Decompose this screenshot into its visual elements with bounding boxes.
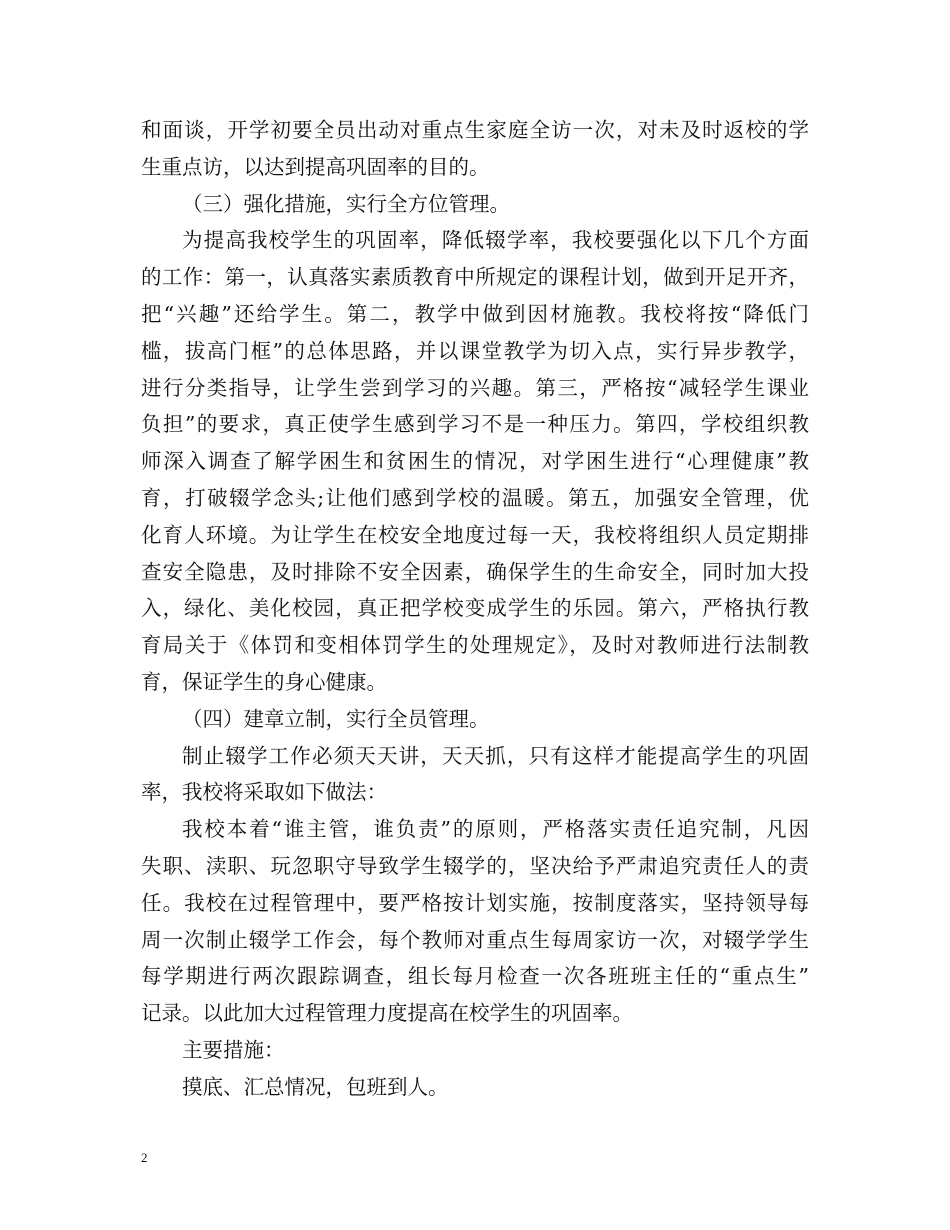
text-line: 主要措施： (182, 1037, 285, 1062)
text-line: 化育人环境。为让学生在校安全地度过每一天，我校将组织人员定期排 (141, 522, 809, 547)
text-line: 入，绿化、美化校园，真正把学校变成学生的乐园。第六，严格执行教 (141, 596, 809, 621)
text-line: （四）建章立制，实行全员管理。 (182, 706, 490, 731)
text-line: 育局关于《体罚和变相体罚学生的处理规定》，及时对教师进行法制教 (141, 633, 809, 658)
text-line: 的工作：第一，认真落实素质教育中所规定的课程计划，做到开足开齐， (141, 265, 809, 290)
text-line: 失职、渎职、玩忽职守导致学生辍学的，坚决给予严肃追究责任人的责 (141, 853, 809, 878)
document-body (141, 112, 809, 1106)
text-line: 周一次制止辍学工作会，每个教师对重点生每周家访一次，对辍学学生 (141, 927, 809, 952)
text-line: （三）强化措施，实行全方位管理。 (182, 191, 510, 216)
text-line: 槛，拔高门框”的总体思路，并以课堂教学为切入点，实行异步教学， (141, 338, 809, 363)
text-line: 为提高我校学生的巩固率，降低辍学率，我校要强化以下几个方面 (182, 228, 809, 253)
text-line: 育，保证学生的身心健康。 (141, 669, 387, 694)
text-line: 我校本着“谁主管，谁负责”的原则，严格落实责任追究制，凡因 (182, 817, 809, 842)
text-line: 制止辍学工作必须天天讲，天天抓，只有这样才能提高学生的巩固 (182, 743, 809, 768)
page-number: 2 (141, 1150, 148, 1165)
text-line: 负担”的要求，真正使学生感到学习不是一种压力。第四，学校组织教 (141, 412, 809, 437)
text-line: 率，我校将采取如下做法： (141, 780, 387, 805)
text-line: 把“兴趣”还给学生。第二，教学中做到因材施教。我校将按“降低门 (141, 301, 809, 326)
text-line: 查安全隐患，及时排除不安全因素，确保学生的生命安全，同时加大投 (141, 559, 809, 584)
text-line: 记录。以此加大过程管理力度提高在校学生的巩固率。 (141, 1001, 633, 1026)
text-line: 任。我校在过程管理中，要严格按计划实施，按制度落实，坚持领导每 (141, 890, 809, 915)
text-line: 摸底、汇总情况，包班到人。 (182, 1074, 449, 1099)
text-line: 育，打破辍学念头;让他们感到学校的温暖。第五，加强安全管理，优 (141, 485, 809, 510)
text-line: 每学期进行两次跟踪调查，组长每月检查一次各班班主任的“重点生” (141, 964, 809, 989)
text-line: 生重点访，以达到提高巩固率的目的。 (141, 154, 490, 179)
text-line: 进行分类指导，让学生尝到学习的兴趣。第三，严格按“减轻学生课业 (141, 375, 809, 400)
text-line: 师深入调查了解学困生和贫困生的情况，对学困生进行“心理健康”教 (141, 449, 809, 474)
text-line: 和面谈，开学初要全员出动对重点生家庭全访一次，对未及时返校的学 (141, 118, 809, 142)
